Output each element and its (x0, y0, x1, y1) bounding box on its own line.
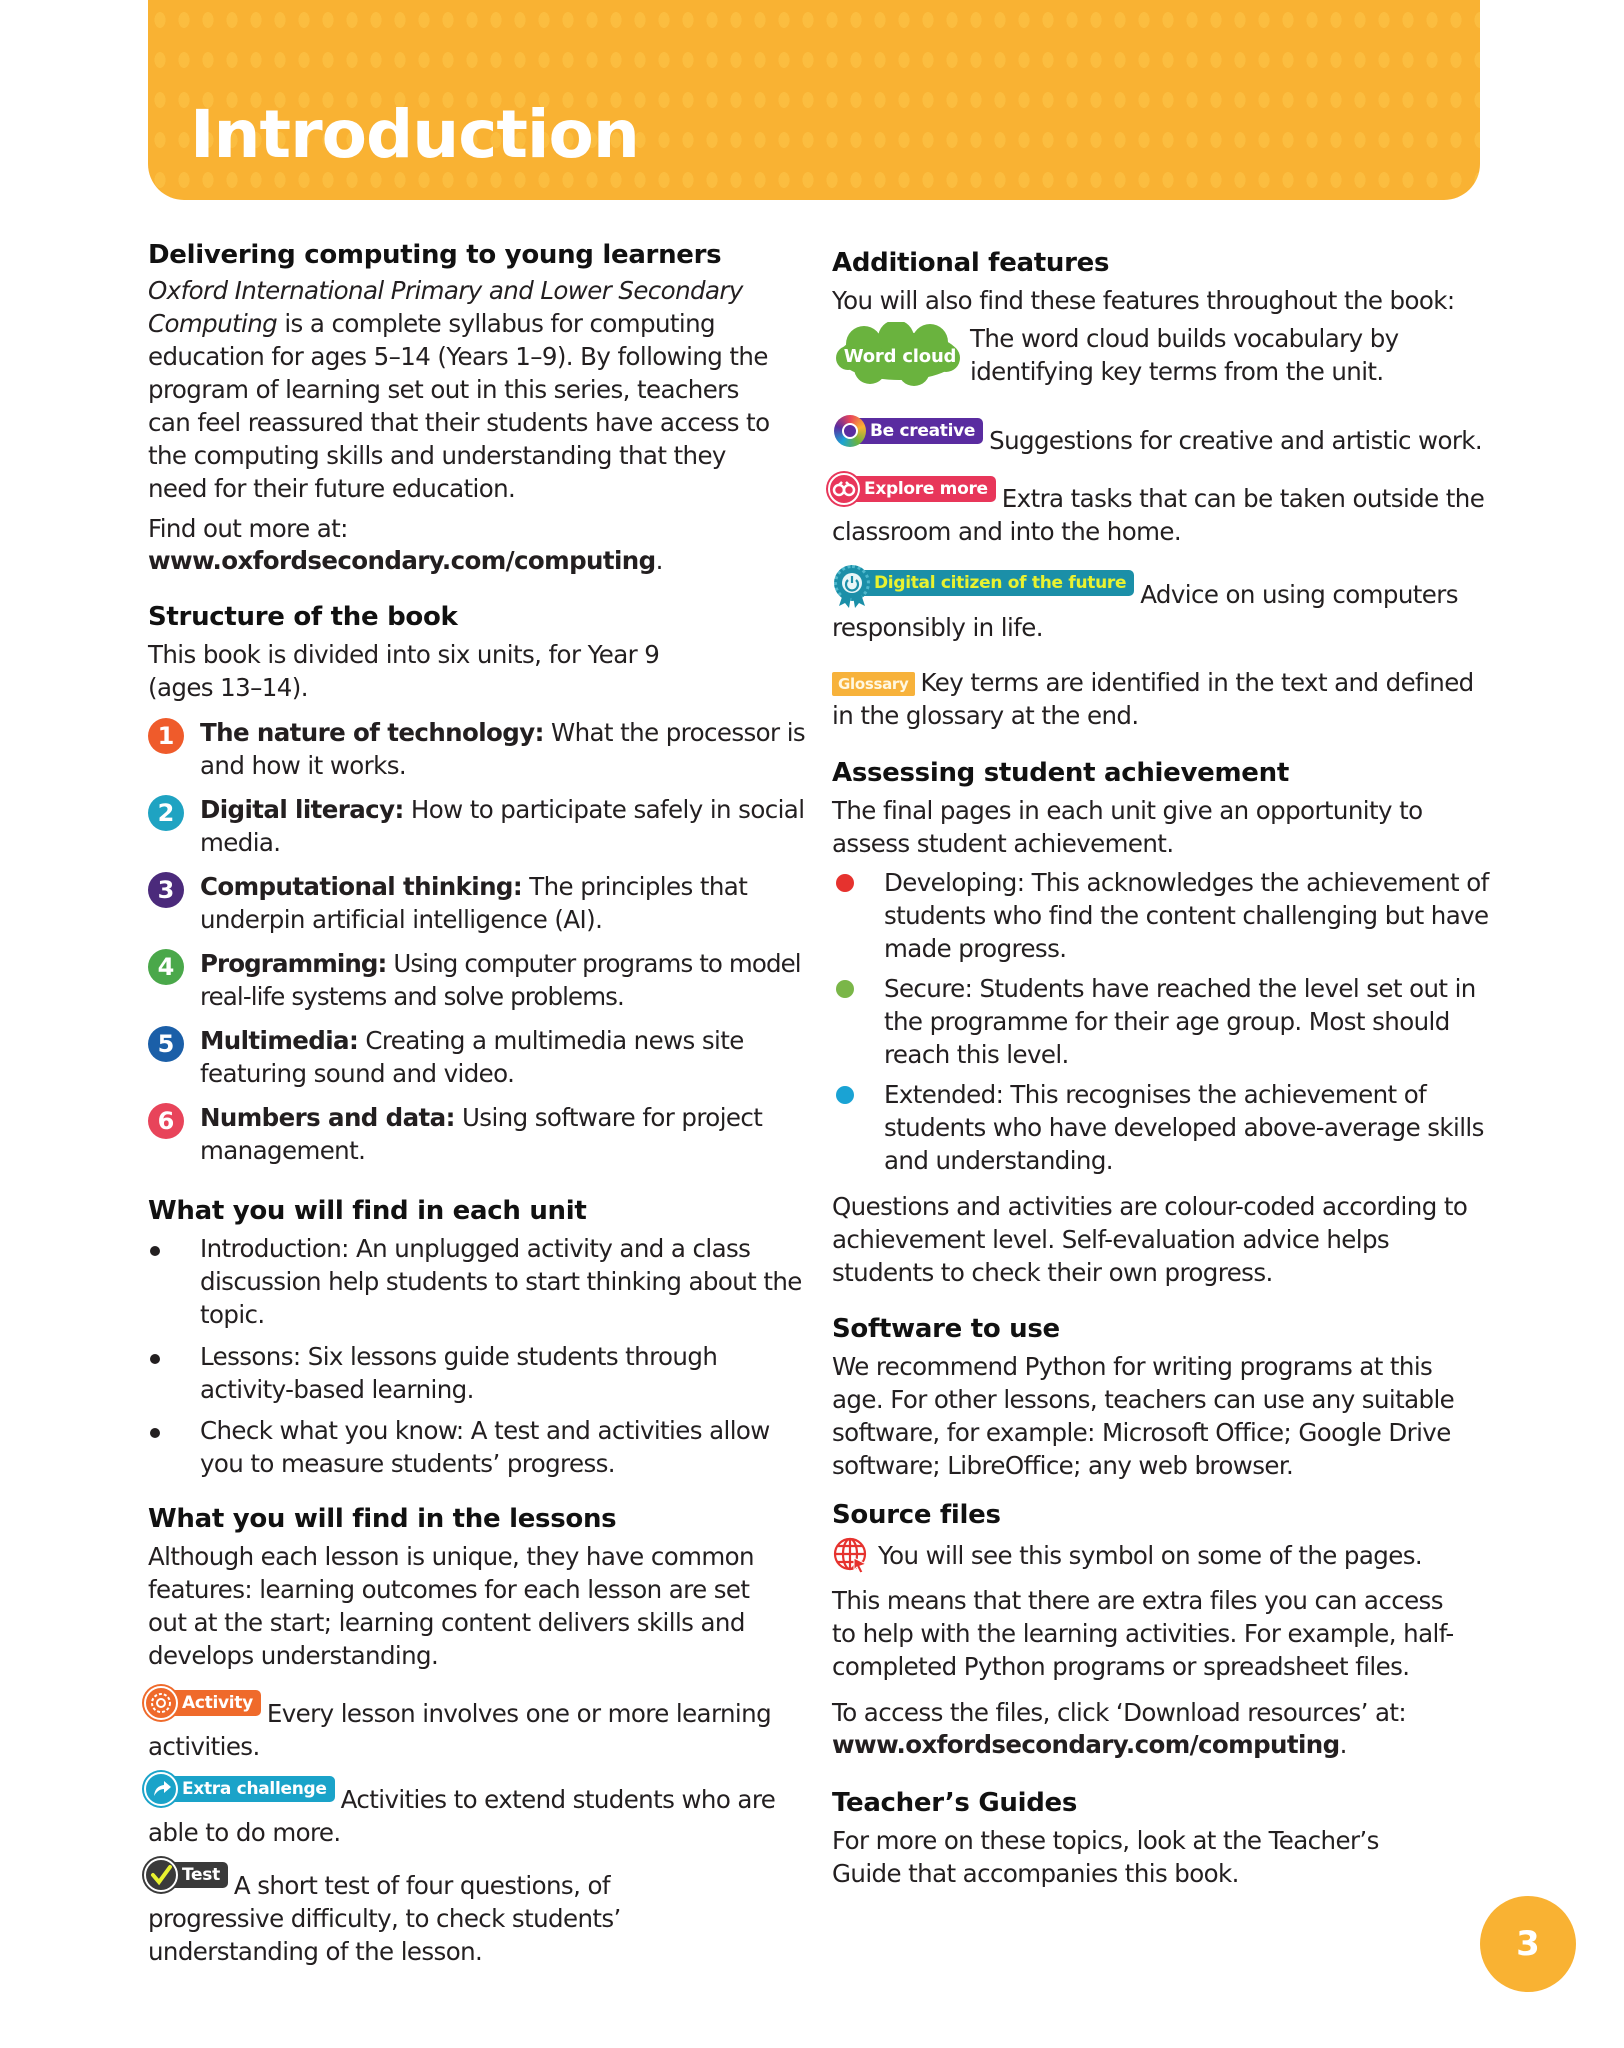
bullet-text: Check what you know: A test and activities allow you to measure students’ progress. (200, 1416, 770, 1478)
unit-item (148, 716, 808, 782)
find-out-more: Find out more at: (148, 514, 348, 543)
unit-title: Multimedia: (200, 1026, 359, 1055)
additional-intro: You will also find these features throughout the book: (832, 286, 1455, 315)
guides-text: For more on these topics, look at the Teacher’s Guide that accompanies this book. (832, 1826, 1379, 1888)
unit-title: Digital literacy: (200, 795, 404, 824)
word-cloud-icon (834, 322, 962, 386)
achievement-level (832, 972, 1492, 1071)
website-link[interactable]: www.oxfordsecondary.com/computing (832, 1730, 1340, 1759)
flower-icon (834, 415, 866, 447)
title-banner (148, 0, 1480, 200)
heading-source-files: Source files (832, 1500, 1001, 1530)
lessons-intro: Although each lesson is unique, they have common features: learning outcomes for each lesson are set out at the start; learning content delivers skills and develops understanding. (148, 1542, 754, 1670)
unit-item (148, 793, 808, 859)
unit-item (148, 1101, 808, 1167)
unit-description: Creating a multimedia news site featuring sound and video. (200, 1026, 744, 1088)
unit-description: What the processor is and how it works. (200, 718, 806, 780)
feature-extra-challenge (148, 1776, 808, 1849)
website-link-period: . (655, 546, 663, 575)
unit-title: The nature of technology: (200, 718, 544, 747)
achievement-level (832, 866, 1492, 965)
unit-number-badge: 6 (148, 1103, 184, 1139)
feature-text: Activities to extend students who are able to do more. (148, 1785, 776, 1847)
secure-dot-icon (836, 980, 854, 998)
unit-item (148, 1024, 808, 1090)
assessing-outro: Questions and activities are colour-coded according to achievement level. Self-evaluation advice helps students to check their own progress. (832, 1192, 1468, 1287)
activity-badge-label: Activity (182, 1693, 253, 1713)
list-item (148, 1340, 808, 1406)
bullet-text: Introduction: An unplugged activity and a class discussion help students to start thinking about the topic. (200, 1234, 802, 1329)
assessing-intro: The final pages in each unit give an opportunity to assess student achievement. (832, 796, 1423, 858)
achievement-level (832, 1078, 1492, 1177)
feature-activity (148, 1690, 788, 1763)
explore-more-badge (832, 476, 996, 502)
website-link-row (148, 544, 663, 577)
feature-be-creative (832, 418, 1492, 457)
feature-text: A short test of four questions, of progressive difficulty, to check students’ understanding of the lesson. (148, 1871, 621, 1966)
glossary-badge-label: Glossary (838, 675, 909, 693)
feature-test (148, 1862, 748, 1968)
checkmark-icon (144, 1858, 178, 1892)
source-symbol-row (832, 1536, 1492, 1574)
heading-lessons: What you will find in the lessons (148, 1504, 617, 1534)
level-text: Secure: Students have reached the level set out in the programme for their age group. Most should reach this level. (884, 974, 1476, 1069)
bullet-icon (150, 1354, 160, 1364)
delivering-paragraph (148, 274, 788, 505)
page-number: 3 (1480, 1896, 1576, 1992)
structure-intro: This book is divided into six units, for Year 9 (ages 13–14). (148, 640, 660, 702)
arrow-icon (144, 1772, 178, 1806)
extended-dot-icon (836, 1086, 854, 1104)
digital-citizen-badge (838, 570, 1134, 596)
feature-digital-citizen (832, 570, 1492, 644)
website-link[interactable]: www.oxfordsecondary.com/computing (148, 546, 656, 575)
gear-icon (144, 1686, 178, 1720)
software-text: We recommend Python for writing programs at this age. For other lessons, teachers can use any suitable software, for example: Microsoft Office; Google Drive software; LibreOffice; any web browser. (832, 1352, 1455, 1480)
word-cloud-label: Word cloud (843, 346, 957, 367)
test-badge (148, 1862, 228, 1888)
unit-description: Using computer programs to model real-life systems and solve problems. (200, 949, 801, 1011)
heading-software: Software to use (832, 1314, 1060, 1344)
feature-explore-more (832, 476, 1492, 548)
power-rosette-icon (834, 565, 870, 601)
bullet-text: Lessons: Six lessons guide students through activity-based learning. (200, 1342, 718, 1404)
unit-description: The principles that underpin artificial intelligence (AI). (200, 872, 748, 934)
level-text: Extended: This recognises the achievement of students who have developed above-average skills and understanding. (884, 1080, 1484, 1175)
globe-cursor-icon (832, 1536, 870, 1574)
feature-text: The word cloud builds vocabulary by identifying key terms from the unit. (970, 324, 1399, 386)
source-access: To access the files, click ‘Download resources’ at: (832, 1698, 1407, 1727)
unit-number-badge: 1 (148, 718, 184, 754)
unit-number-badge: 5 (148, 1026, 184, 1062)
unit-item (148, 870, 808, 936)
unit-title: Computational thinking: (200, 872, 523, 901)
list-item (148, 1232, 808, 1331)
bullet-icon (150, 1246, 160, 1256)
feature-text: Key terms are identified in the text and defined in the glossary at the end. (832, 668, 1474, 730)
binoculars-icon (828, 473, 860, 505)
bullet-icon (150, 1428, 160, 1438)
feature-word-cloud (832, 322, 1492, 392)
website-link-period: . (1339, 1730, 1347, 1759)
extra-challenge-badge-label: Extra challenge (182, 1779, 327, 1799)
heading-additional: Additional features (832, 248, 1110, 278)
developing-dot-icon (836, 874, 854, 892)
unit-description: How to participate safely in social media. (200, 795, 805, 857)
heading-delivering: Delivering computing to young learners (148, 240, 722, 270)
feature-text: Advice on using computers responsibly in life. (832, 580, 1458, 642)
glossary-badge (832, 672, 915, 696)
list-item (148, 1414, 808, 1480)
explore-more-badge-label: Explore more (864, 479, 988, 499)
page-title: Introduction (190, 96, 639, 173)
delivering-text: is a complete syllabus for computing education for ages 5–14 (Years 1–9). By following the program of learning set out in this series, teachers can feel reassured that their students have access to the computing skills and understanding that they need for their future education. (148, 309, 770, 503)
digital-citizen-badge-label: Digital citizen of the future (874, 573, 1127, 593)
extra-challenge-badge (148, 1776, 335, 1802)
level-text: Developing: This acknowledges the achievement of students who find the content challenging but have made progress. (884, 868, 1489, 963)
unit-item (148, 947, 808, 1013)
feature-text: Every lesson involves one or more learning activities. (148, 1699, 772, 1761)
source-means: This means that there are extra files you can access to help with the learning activities. For example, half-completed Python programs or spreadsheet files. (832, 1586, 1454, 1681)
test-badge-label: Test (182, 1865, 220, 1885)
unit-description: Using software for project management. (200, 1103, 763, 1165)
series-title: Oxford International Primary and Lower Secondary Computing (148, 276, 743, 338)
source-link-row (832, 1728, 1347, 1761)
unit-number-badge: 4 (148, 949, 184, 985)
activity-badge (148, 1690, 261, 1716)
feature-text: Suggestions for creative and artistic work. (989, 426, 1483, 455)
heading-structure: Structure of the book (148, 602, 458, 632)
unit-title: Programming: (200, 949, 387, 978)
unit-number-badge: 3 (148, 872, 184, 908)
heading-each-unit: What you will find in each unit (148, 1196, 587, 1226)
feature-glossary (832, 666, 1492, 732)
source-symbol-text: You will see this symbol on some of the pages. (878, 1541, 1423, 1570)
heading-assessing: Assessing student achievement (832, 758, 1289, 788)
unit-title: Numbers and data: (200, 1103, 455, 1132)
feature-text: Extra tasks that can be taken outside the classroom and into the home. (832, 484, 1485, 546)
be-creative-badge-label: Be creative (870, 421, 976, 441)
heading-teachers-guides: Teacher’s Guides (832, 1788, 1078, 1818)
be-creative-badge (838, 418, 983, 444)
unit-number-badge: 2 (148, 795, 184, 831)
